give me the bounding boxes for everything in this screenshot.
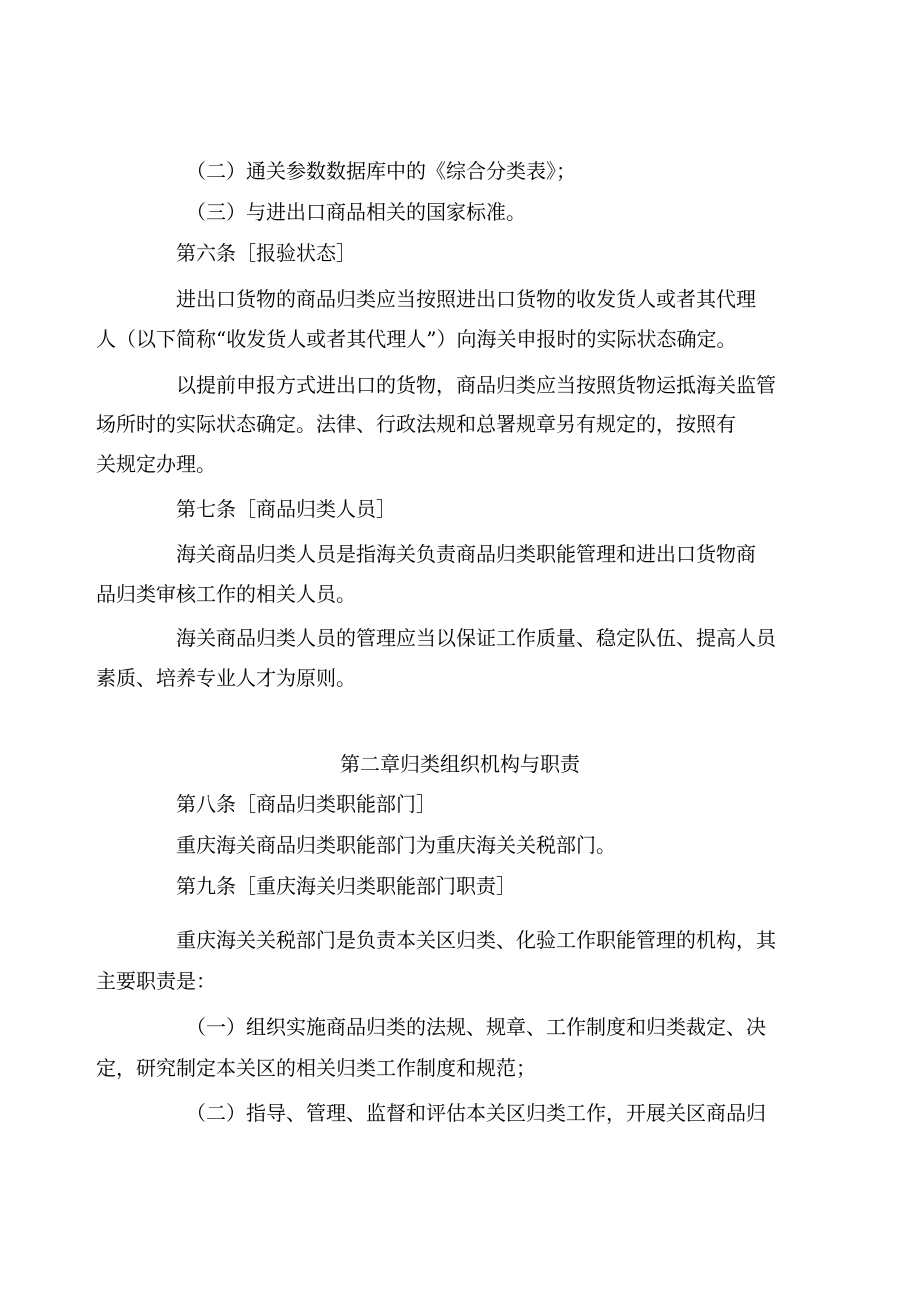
body-text-line: 海关商品归类人员的管理应当以保证工作质量、稳定队伍、提高人员	[176, 626, 776, 650]
article-heading: 第八条［商品归类职能部门］	[176, 792, 436, 816]
body-text-line: 品归类审核工作的相关人员。	[96, 582, 356, 606]
body-text-line: 关规定办理。	[96, 452, 216, 476]
chapter-heading: 第二章归类组织机构与职责	[340, 752, 580, 776]
body-text-line: （三）与进出口商品相关的国家标准。	[186, 200, 526, 224]
article-heading: 第七条［商品归类人员］	[176, 497, 396, 521]
body-text-line: （二）通关参数数据库中的《综合分类表》；	[186, 159, 576, 183]
body-text-line: 重庆海关关税部门是负责本关区归类、化验工作职能管理的机构，其	[176, 928, 776, 952]
body-text-line: 进出口货物的商品归类应当按照进出口货物的收发货人或者其代理	[176, 287, 756, 311]
body-text-line: 重庆海关商品归类职能部门为重庆海关关税部门。	[176, 833, 616, 857]
body-text-line: 以提前申报方式进出口的货物，商品归类应当按照货物运抵海关监管	[176, 373, 776, 397]
body-text-line: 主要职责是：	[96, 969, 216, 993]
article-heading: 第九条［重庆海关归类职能部门职责］	[176, 874, 516, 898]
body-text-line: 定，研究制定本关区的相关归类工作制度和规范；	[96, 1056, 536, 1080]
body-text-line: 场所时的实际状态确定。法律、行政法规和总署规章另有规定的，按照有	[96, 412, 736, 436]
body-text-line: 人（以下简称“收发货人或者其代理人”）向海关申报时的实际状态确定。	[96, 327, 737, 351]
body-text-line: （二）指导、管理、监督和评估本关区归类工作，开展关区商品归	[186, 1101, 766, 1125]
article-heading: 第六条［报验状态］	[176, 241, 356, 265]
body-text-line: 海关商品归类人员是指海关负责商品归类职能管理和进出口货物商	[176, 542, 756, 566]
body-text-line: （一）组织实施商品归类的法规、规章、工作制度和归类裁定、决	[186, 1015, 766, 1039]
body-text-line: 素质、培养专业人才为原则。	[96, 666, 356, 690]
